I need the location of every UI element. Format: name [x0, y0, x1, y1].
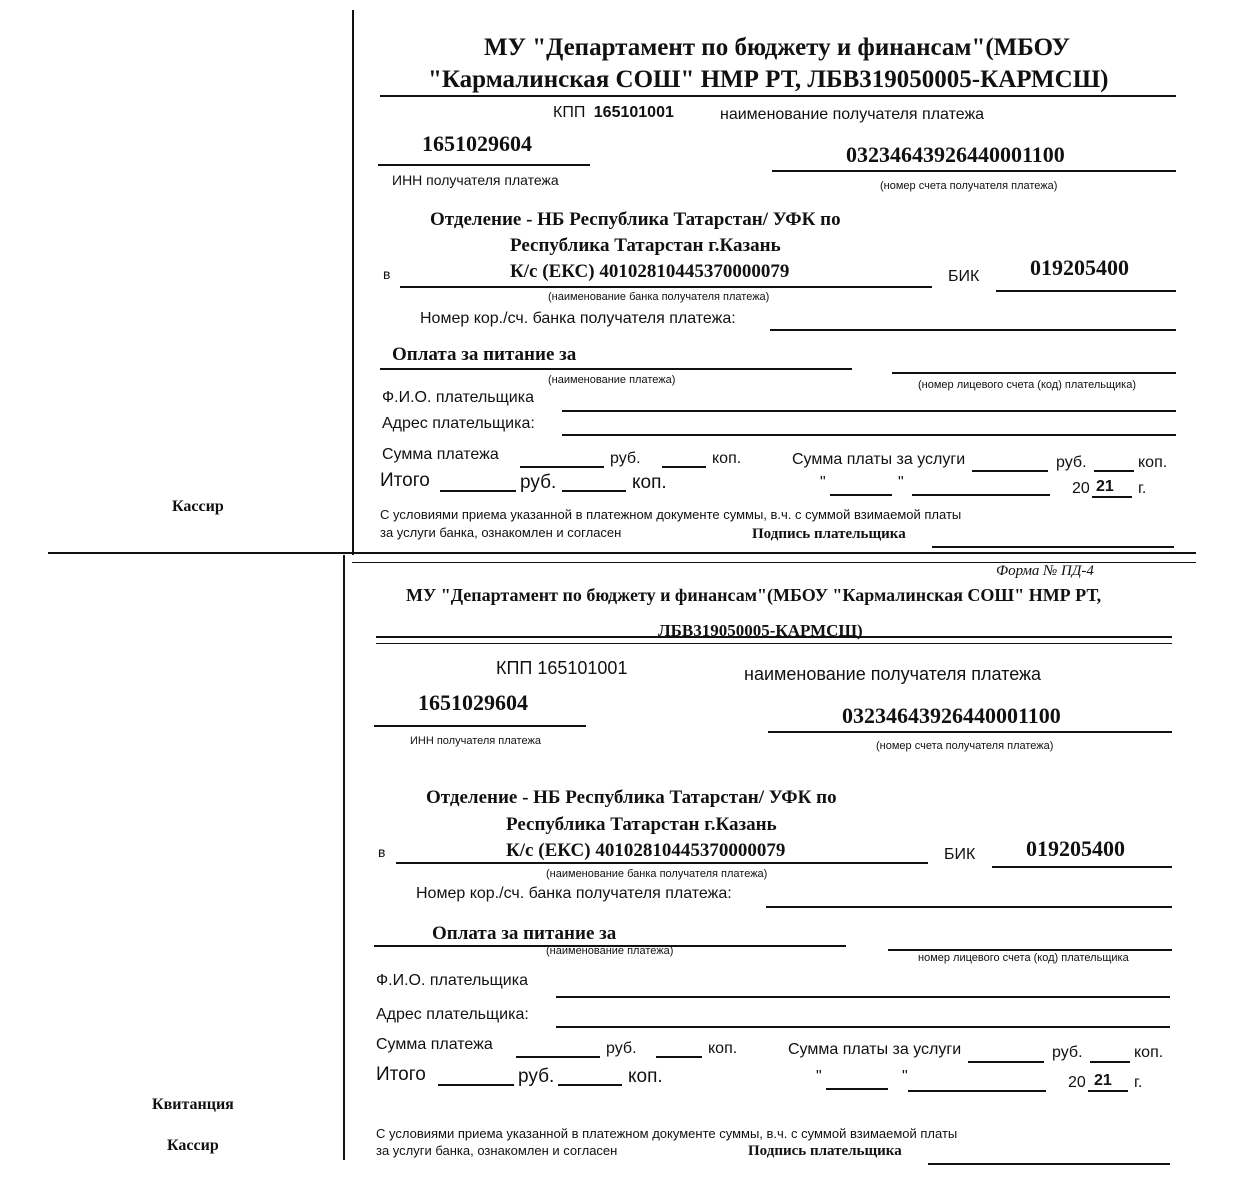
notice-bik-underline	[996, 290, 1176, 292]
receipt-sum-rub-field[interactable]	[516, 1056, 600, 1058]
receipt-bank-caption: (наименование банка получателя платежа)	[546, 868, 768, 880]
notice-date-day-field[interactable]	[830, 494, 892, 496]
notice-recipient-name-label: наименование получателя платежа	[720, 106, 985, 123]
notice-inn-value[interactable]: 1651029604	[422, 131, 532, 156]
notice-title-underline	[380, 95, 1176, 97]
receipt-terms-line2: за услуги банка, ознакомлен и согласен	[376, 1143, 618, 1158]
notice-kpp-value: 165101001	[593, 104, 674, 121]
notice-total-rub: руб.	[520, 472, 557, 493]
notice-signature-label: Подпись плательщика	[752, 526, 906, 542]
notice-payment-underline	[380, 368, 852, 370]
notice-account-underline	[772, 170, 1176, 172]
notice-inn-label: ИНН получателя платежа	[392, 172, 559, 188]
notice-fee-kop: коп.	[1138, 454, 1168, 471]
receipt-fee-rub-field[interactable]	[968, 1061, 1044, 1063]
receipt-form-label: Форма № ПД-4	[996, 563, 1094, 579]
receipt-bank-line3: К/с (ЕКС) 40102810445370000079	[506, 840, 786, 861]
receipt-recipient-title-line2: ЛБВ319050005-КАРМСШ)	[658, 621, 863, 640]
receipt-personal-account-caption: номер лицевого счета (код) плательщика	[918, 952, 1129, 964]
receipt-total-kop-field[interactable]	[558, 1084, 622, 1086]
notice-korr-label: Номер кор./сч. банка получателя платежа:	[420, 310, 736, 327]
notice-bik-value[interactable]: 019205400	[1030, 255, 1129, 280]
receipt-label: Квитанция	[152, 1096, 234, 1113]
cashier-label-bottom: Кассир	[167, 1137, 219, 1154]
notice-signature-field[interactable]	[932, 546, 1174, 548]
receipt-date-day-field[interactable]	[826, 1088, 888, 1090]
receipt-terms-line1: С условиями приема указанной в платежном документе суммы, в.ч. с суммой взимаемой платы	[376, 1126, 958, 1141]
receipt-title-underline2	[376, 643, 1172, 644]
receipt-personal-account-field[interactable]	[888, 949, 1172, 951]
notice-personal-account-field[interactable]	[892, 372, 1176, 374]
vertical-divider-bottom	[343, 555, 345, 1160]
notice-fio-label: Ф.И.О. плательщика	[382, 389, 534, 406]
notice-total-kop: коп.	[632, 472, 667, 493]
vertical-divider-top	[352, 10, 354, 555]
notice-sum-rub: руб.	[610, 450, 641, 467]
notice-year-suffix[interactable]: 21	[1096, 478, 1114, 495]
notice-bank-underline	[400, 286, 932, 288]
receipt-address-label: Адрес плательщика:	[376, 1006, 529, 1023]
notice-year-prefix: 20	[1072, 480, 1090, 497]
receipt-kpp: КПП 165101001	[496, 658, 628, 678]
notice-date-quote-close: "	[898, 474, 904, 491]
receipt-sum-kop: коп.	[708, 1040, 738, 1057]
receipt-payment-name: Оплата за питание за	[432, 923, 617, 944]
receipt-korr-field[interactable]	[766, 906, 1172, 908]
receipt-sum-rub: руб.	[606, 1040, 637, 1057]
receipt-account-value[interactable]: 03234643926440001100	[842, 703, 1061, 728]
notice-fee-kop-field[interactable]	[1094, 470, 1134, 472]
receipt-in-label: в	[378, 844, 386, 860]
notice-service-fee-label: Сумма платы за услуги	[792, 451, 966, 468]
notice-address-label: Адрес плательщика:	[382, 415, 535, 432]
notice-account-label: (номер счета получателя платежа)	[880, 180, 1058, 192]
notice-total-rub-field[interactable]	[440, 490, 516, 492]
notice-kpp-label: КПП	[553, 104, 586, 121]
notice-fee-rub: руб.	[1056, 454, 1087, 471]
receipt-year-suffix[interactable]: 21	[1094, 1072, 1112, 1089]
notice-account-value[interactable]: 03234643926440001100	[846, 142, 1065, 167]
receipt-recipient-title-line1: МУ "Департамент по бюджету и финансам"(МБОУ "Кармалинская СОШ" НМР РТ,	[406, 585, 1102, 605]
notice-bank-line2: Республика Татарстан г.Казань	[510, 235, 781, 256]
notice-kpp	[553, 104, 674, 122]
receipt-bik-value[interactable]: 019205400	[1026, 836, 1125, 861]
notice-bank-line1: Отделение - НБ Республика Татарстан/ УФК по	[430, 209, 841, 230]
receipt-sum-label: Сумма платежа	[376, 1036, 493, 1053]
receipt-total-kop: коп.	[628, 1066, 663, 1087]
notice-payment-name: Оплата за питание за	[392, 344, 577, 365]
receipt-total-rub-field[interactable]	[438, 1084, 514, 1086]
notice-recipient-title-line2: "Кармалинская СОШ" НМР РТ, ЛБВ319050005-КАРМСШ)	[428, 66, 1109, 93]
notice-bik-label: БИК	[948, 268, 980, 285]
notice-recipient-title-line1: МУ "Департамент по бюджету и финансам"(МБОУ	[484, 34, 1071, 61]
receipt-signature-field[interactable]	[928, 1163, 1170, 1165]
receipt-fee-kop: коп.	[1134, 1044, 1164, 1061]
receipt-inn-value[interactable]: 1651029604	[418, 690, 528, 715]
receipt-fee-rub: руб.	[1052, 1044, 1083, 1061]
receipt-total-rub: руб.	[518, 1066, 555, 1087]
notice-total-label: Итого	[380, 470, 430, 491]
receipt-service-fee-label: Сумма платы за услуги	[788, 1041, 962, 1058]
notice-total-kop-field[interactable]	[562, 490, 626, 492]
notice-date-month-field[interactable]	[912, 494, 1050, 496]
receipt-form-line	[352, 562, 1196, 563]
receipt-bik-underline	[992, 866, 1172, 868]
notice-sum-kop-field[interactable]	[662, 466, 706, 468]
receipt-account-underline	[768, 731, 1172, 733]
notice-payment-caption: (наименование платежа)	[548, 374, 676, 386]
cashier-label-top: Кассир	[172, 498, 224, 515]
receipt-bik-label: БИК	[944, 846, 976, 863]
notice-fio-field[interactable]	[562, 410, 1176, 412]
receipt-bank-line2: Республика Татарстан г.Казань	[506, 814, 777, 835]
receipt-fio-field[interactable]	[556, 996, 1170, 998]
receipt-payment-caption: (наименование платежа)	[546, 945, 674, 957]
receipt-total-label: Итого	[376, 1064, 426, 1085]
receipt-date-quote-close: "	[902, 1068, 908, 1085]
notice-year-underline	[1092, 496, 1132, 498]
receipt-fee-kop-field[interactable]	[1090, 1061, 1130, 1063]
receipt-recipient-name-label: наименование получателя платежа	[744, 664, 1042, 684]
notice-fee-rub-field[interactable]	[972, 470, 1048, 472]
notice-terms-line2: за услуги банка, ознакомлен и согласен	[380, 525, 622, 540]
notice-korr-field[interactable]	[770, 329, 1176, 331]
notice-bank-caption: (наименование банка получателя платежа)	[548, 291, 770, 303]
notice-in-label: в	[383, 266, 391, 282]
receipt-account-label: (номер счета получателя платежа)	[876, 740, 1054, 752]
receipt-korr-label: Номер кор./сч. банка получателя платежа:	[416, 885, 732, 902]
notice-terms-line1: С условиями приема указанной в платежном документе суммы, в.ч. с суммой взимаемой платы	[380, 507, 962, 522]
receipt-inn-underline	[374, 725, 586, 727]
receipt-date-month-field[interactable]	[908, 1090, 1046, 1092]
notice-bank-line3: К/с (ЕКС) 40102810445370000079	[510, 261, 790, 282]
notice-address-field[interactable]	[562, 434, 1176, 436]
receipt-signature-label: Подпись плательщика	[748, 1143, 902, 1159]
receipt-year-prefix: 20	[1068, 1074, 1086, 1091]
receipt-sum-kop-field[interactable]	[656, 1056, 702, 1058]
receipt-inn-label: ИНН получателя платежа	[410, 735, 541, 747]
receipt-bank-line1: Отделение - НБ Республика Татарстан/ УФК по	[426, 787, 837, 808]
notice-inn-underline	[378, 164, 590, 166]
receipt-address-field[interactable]	[556, 1026, 1170, 1028]
notice-date-quote-open: "	[820, 474, 826, 491]
receipt-year-g: г.	[1134, 1074, 1143, 1091]
receipt-fio-label: Ф.И.О. плательщика	[376, 972, 528, 989]
receipt-bank-underline	[396, 862, 928, 864]
receipt-date-quote-open: "	[816, 1068, 822, 1085]
notice-sum-label: Сумма платежа	[382, 446, 499, 463]
horizontal-divider	[48, 552, 1196, 554]
notice-sum-rub-field[interactable]	[520, 466, 604, 468]
receipt-year-underline	[1088, 1090, 1128, 1092]
notice-sum-kop: коп.	[712, 450, 742, 467]
notice-personal-account-caption: (номер лицевого счета (код) плательщика)	[918, 379, 1137, 391]
notice-year-g: г.	[1138, 480, 1147, 497]
